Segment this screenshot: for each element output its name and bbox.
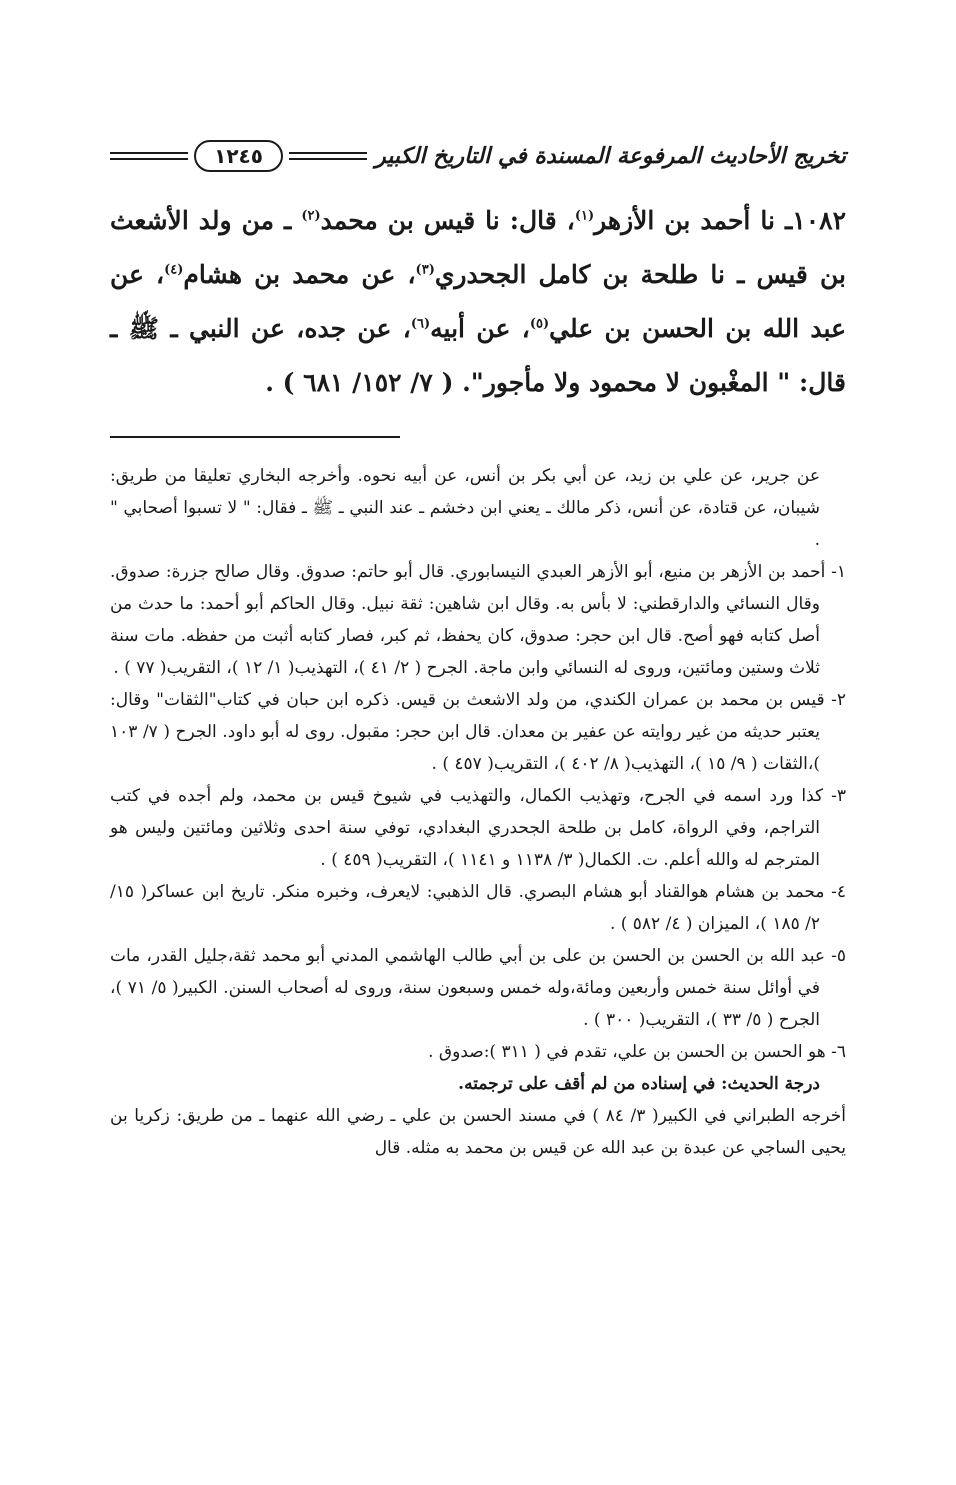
footnote-ref: (١) xyxy=(574,208,595,224)
takhrij-text: أخرجه الطبراني في الكبير( ٣/ ٨٤ ) في مسند الحسن بن علي ـ رضي الله عنهما ـ من طريق: زكريا بن يحيى الساجي عن عبدة بن عبد الله عن قيس بن محمد به مثله. قال xyxy=(110,1106,846,1158)
running-header xyxy=(110,132,846,180)
footnotes xyxy=(110,460,846,1164)
hadith-part: ـ من ولد الأشعث بن قيس ـ نا طلحة بن كامل الجحدري xyxy=(110,206,846,289)
footnote-2: ٢- قيس بن محمد بن عمران الكندي، من ولد الاشعث بن قيس. ذكره ابن حبان في كتاب"الثقات" وقال: يعتبر حديثه من غير روايته عن عفير بن معدان. قال ابن حجر: مقبول. روى له أبو داود. الجرح ( ٧/ ١٠٣ )،الثقات ( ٩/ ١٥ )، التهذيب( ٨/ ٤٠٢ )، التقريب( ٤٥٧ ) . xyxy=(110,690,846,774)
footnote-ref: (٥) xyxy=(529,316,550,332)
book-title: تخريج الأحاديث المرفوعة المسندة في التاريخ الكبير xyxy=(375,143,846,169)
footnote-divider xyxy=(110,436,400,438)
book-page xyxy=(110,132,846,1164)
footnote-4: ٤- محمد بن هشام هوالقناد أبو هشام البصري. قال الذهبي: لايعرف، وخبره منكر. تاريخ ابن عساكر( ١٥/ ٢/ ١٨٥ )، الميزان ( ٤/ ٥٨٢ ) . xyxy=(110,882,846,934)
hadith-part: ، عن عبد الله بن الحسن بن علي xyxy=(110,260,846,343)
footnote-ref: (٣) xyxy=(415,262,435,278)
hadith-part: ١٠٨٢ـ نا أحمد بن الأزهر xyxy=(594,206,846,235)
header-rule-right xyxy=(289,152,367,160)
hadith-text xyxy=(110,194,846,410)
footnote-1: ١- أحمد بن الأزهر بن منيع، أبو الأزهر العبدي النيسابوري. قال أبو حاتم: صدوق. وقال صالح جزرة: صدوق. وقال النسائي والدارقطني: لا بأس به. وقال ابن شاهين: ثقة نبيل. وقال الحاكم أبو أحمد: ما حدث من أصل كتابه فهو أصح. قال ابن حجر: صدوق، كان يحفظ، ثم كبر، فصار كتابه أثبت من حفظه. مات سنة ثلاث وستين ومائتين، وروى له النسائي وابن ماجة. الجرح ( ٢/ ٤١ )، التهذيب( ١/ ١٢ )، التقريب( ٧٧ ) . xyxy=(110,562,846,678)
footnote-ref: (٦) xyxy=(410,316,431,332)
footnote-continuation: عن جرير، عن علي بن زيد، عن أبي بكر بن أنس، عن أبيه نحوه. وأخرجه البخاري تعليقا من طريق: شيبان، عن قتادة، عن أنس، ذكر مالك ـ يعني ابن دخشم ـ عند النبي ـ ﷺ ـ فقال: " لا تسبوا أصحابي " . xyxy=(110,466,820,550)
page-number: ١٢٤٥ xyxy=(194,140,283,172)
hadith-part: ، قال: نا قيس بن محمد xyxy=(320,206,575,235)
hadith-part: ، عن محمد بن هشام xyxy=(183,260,416,289)
footnote-ref: (٢) xyxy=(301,208,321,224)
hadith-grade: درجة الحديث: في إسناده من لم أقف على ترجمته. xyxy=(458,1074,820,1094)
footnote-ref: (٤) xyxy=(164,262,184,278)
header-rule-left xyxy=(110,152,188,160)
footnote-6: ٦- هو الحسن بن الحسن بن علي، تقدم في ( ٣١١ ):صدوق . xyxy=(428,1042,846,1062)
hadith-part: ، عن أبيه xyxy=(430,314,530,343)
footnote-5: ٥- عبد الله بن الحسن بن الحسن بن على بن أبي طالب الهاشمي المدني أبو محمد ثقة،جليل القدر، مات في أوائل سنة خمس وأربعين ومائة،وله خمس وسبعون سنة، وروى له أصحاب السنن. الكبير( ٥/ ٧١ )، الجرح ( ٥/ ٣٣ )، التقريب( ٣٠٠ ) . xyxy=(110,946,846,1030)
footnote-3: ٣- كذا ورد اسمه في الجرح، وتهذيب الكمال، والتهذيب في شيوخ قيس بن محمد، ولم أجده في كتب التراجم، وفي الرواة، كامل بن طلحة الجحدري البغدادي، توفي سنة احدى وثلاثين ومائتين وليس هو المترجم له والله أعلم. ت. الكمال( ٣/ ١١٣٨ و ١١٤١ )، التقريب( ٤٥٩ ) . xyxy=(110,786,846,870)
hadith-part: ، عن جده، عن النبي ـ ﷺ ـ قال: " المغْبون لا محمود ولا مأجور". ( ٧/ ١٥٢/ ٦٨١ ) . xyxy=(110,314,846,397)
